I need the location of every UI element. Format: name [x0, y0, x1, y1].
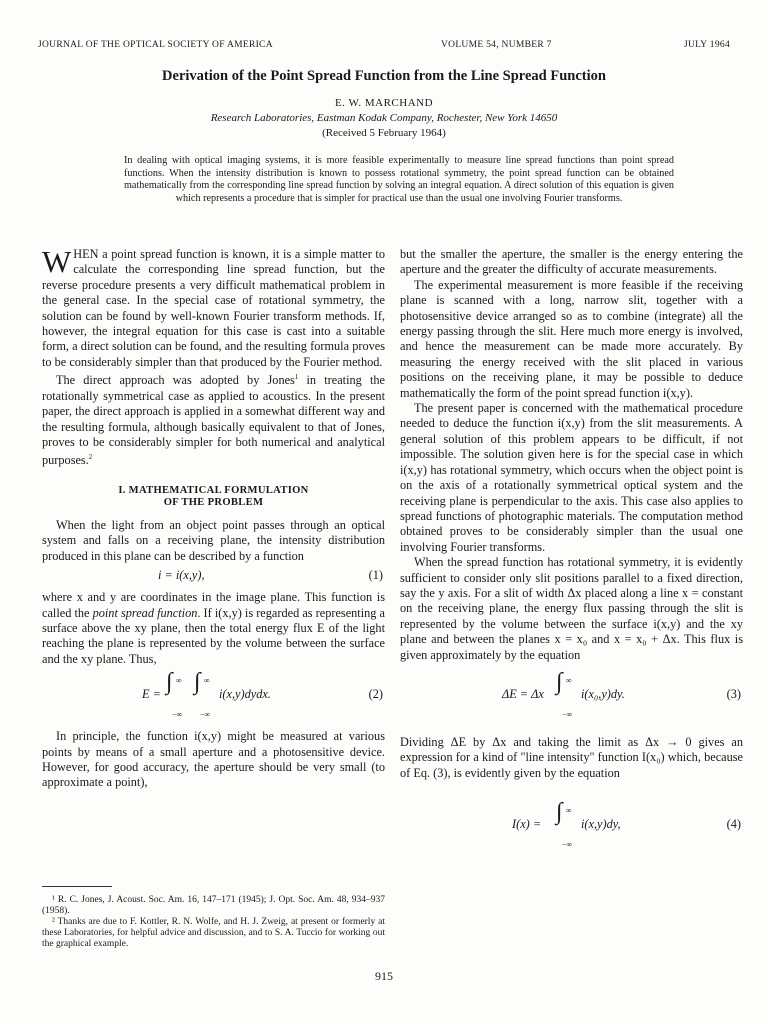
equation-3-number: (3): [726, 686, 741, 701]
left-column: [42, 244, 385, 791]
paragraph-light: When the light from an object point passes through an optical system and falls on a receiving plane, the intensity distribution produced in this plane can be described by a function: [42, 517, 385, 563]
equation-4-lhs: I(x) =: [512, 817, 542, 832]
equation-1: [42, 564, 385, 590]
equation-4-body: i(x,y)dy,: [581, 817, 621, 832]
author: E. W. MARCHAND: [334, 97, 434, 109]
footnote-1: ¹ R. C. Jones, J. Acoust. Soc. Am. 16, 147–171 (1945); J. Opt. Soc. Am. 48, 934–937 (1958).: [42, 895, 385, 916]
affiliation: Research Laboratories, Eastman Kodak Company, Rochester, New York 14650: [210, 112, 558, 124]
paper-title: Derivation of the Point Spread Function from the Line Spread Function: [162, 68, 606, 84]
equation-2: [42, 667, 385, 723]
footnote-ref-2: 2: [88, 453, 93, 462]
integral-sign-3: ∫: [556, 668, 563, 695]
integral-upper-1: ∞: [176, 676, 182, 686]
section-heading: [42, 485, 385, 510]
intro-text: HEN a point spread function is known, it is a simple matter to calculate the corresponding line spread function, but the reverse procedure presents a very difficult mathematical problem in the general case. In the special case of rotational symmetry, the solution can be found by well-known Fourier transform methods. If, however, the integral equation for this case is cast into a suitable form, a direct solution can be found, and the resulting formula proves to be considerably simpler than that produced by the Fourier method.: [42, 247, 385, 369]
equation-4: [400, 781, 743, 851]
section-heading-line-2: OF THE PROBLEM: [163, 497, 264, 509]
jones-text-b: in treating the rotationally symmetrical case as applied to acoustics. In the present paper, the direct approach is applied in a somewhat different way and the resulting formula, although basically equivalent to that of Jones, proves to be considerably simpler for both numerical and analytical purposes.: [42, 373, 385, 468]
footnote-2: ² Thanks are due to F. Kottler, R. N. Wolfe, and H. J. Zweig, at present or formerly at these Laboratories, for helpful advice and discussion, and to S. A. Tuccio for working out the graphical example.: [42, 917, 385, 949]
section-heading-line-1: I. MATHEMATICAL FORMULATION: [118, 484, 309, 496]
equation-2-lhs: E =: [142, 687, 161, 702]
running-header-journal: JOURNAL OF THE OPTICAL SOCIETY OF AMERICA: [38, 40, 273, 50]
equation-4-number: (4): [726, 817, 741, 832]
integral-lower-4: −∞: [562, 840, 573, 850]
paragraph-line-intensity: Dividing ΔE by Δx and taking the limit as Δx → 0 gives an expression for a kind of "line intensity" function I(x₀) which, because of Eq. (3), is evidently given by the equation: [400, 734, 743, 780]
paragraph-jones: [42, 370, 385, 469]
drop-cap: W: [42, 244, 72, 279]
paragraph-principle: In principle, the function i(x,y) might be measured at various points by means of a small aperture and a photosensitive device. However, for good accuracy, the aperture should be very small (to approximate a point),: [42, 729, 385, 790]
footnote-ref-1: 1: [294, 373, 299, 382]
equation-3: [400, 663, 743, 721]
paragraph-slit: The experimental measurement is more feasible if the receiving plane is scanned with a long, narrow slit, together with a photosensitive device arranged so as to combine (integrate) all the energy passing through the slit. Here much more energy is involved, and hence the measurement can be made more accurately. By measuring the energy received with the slit placed in various positions on the receiving plane, it may be possible to deduce mathematically the form of the point spread function i(x,y).: [400, 277, 743, 400]
paragraph-symmetry: When the spread function has rotational symmetry, it is evidently sufficient to consider only slit positions parallel to a fixed direction, say the y axis. For a slit of width Δx placed along a line x = constant on the receiving plane, the energy flux passing through the slit is represented by the volume between the surface i(x,y) and the xy plane and between the planes x = x₀ and x = x₀ + Δx. This flux is given approximately by the equation: [400, 555, 743, 662]
integral-upper-4: ∞: [566, 806, 572, 816]
equation-3-body: i(x₀,y)dy.: [581, 686, 625, 701]
integral-lower-2: −∞: [200, 710, 211, 720]
integral-upper-3: ∞: [566, 675, 572, 685]
equation-2-body: i(x,y)dydx.: [219, 687, 271, 702]
paragraph-point-spread: [42, 590, 385, 667]
integral-sign-4: ∫: [556, 799, 563, 826]
integral-upper-2: ∞: [204, 676, 210, 686]
paragraph-present: The present paper is concerned with the mathematical procedure needed to deduce the function i(x,y) from the slit measurements. A general solution of this problem appears to be difficult, if not impossible. The solution given here is for the special case in which i(x,y) has rotational symmetry, which occurs when the object point is on the axis of a rotationally symmetrical optical system and the receiving plane is perpendicular to the axis. This case also applies to spread functions of photographic materials. The computation method obtained proves to be considerably simpler than the usual one involving Fourier transforms.: [400, 401, 743, 554]
integral-lower-3: −∞: [562, 709, 573, 719]
psf-text-a: where x and y are coordinates in the image plane. This function is called the: [42, 590, 385, 620]
equation-1-number: (1): [368, 568, 383, 583]
integral-lower-1: −∞: [172, 710, 183, 720]
equation-2-number: (2): [368, 687, 383, 702]
jones-text-a: The direct approach was adopted by Jones: [56, 373, 295, 388]
running-header-volume: VOLUME 54, NUMBER 7: [441, 40, 552, 50]
equation-3-lhs: ΔE = Δx: [502, 686, 544, 701]
integral-sign-1: ∫: [166, 669, 173, 696]
psf-text-b: . If i(x,y) is regarded as representing a surface above the xy plane, then the total energy flux E of the light reaching the plane is represented by the volume between the surface and the xy plane. Thus,: [42, 605, 385, 666]
abstract: In dealing with optical imaging systems, it is more feasible experimentally to measure line spread functions than point spread functions. When the intensity distribution is known to possess rotational symmetry, the point spread function can be obtained mathematically from the corresponding line spread function by solving an integral equation. A direct solution of this equation is given which represents a procedure that is simpler for practical use than the usual one involving Fourier transforms.: [124, 155, 674, 204]
paragraph-aperture: but the smaller the aperture, the smaller is the energy entering the aperture and the greater the difficulty of accurate measurements.: [400, 247, 743, 277]
integral-sign-2: ∫: [194, 669, 201, 696]
received-date: (Received 5 February 1964): [322, 127, 446, 139]
footnotes: [42, 895, 385, 950]
equation-1-expr: i = i(x,y),: [158, 568, 205, 583]
right-column: [400, 247, 743, 851]
intro-paragraph: [42, 244, 385, 370]
footnote-rule: [42, 886, 112, 887]
page-number: 915: [375, 969, 393, 983]
running-header-date: JULY 1964: [684, 40, 730, 50]
psf-term: point spread function: [92, 605, 198, 620]
